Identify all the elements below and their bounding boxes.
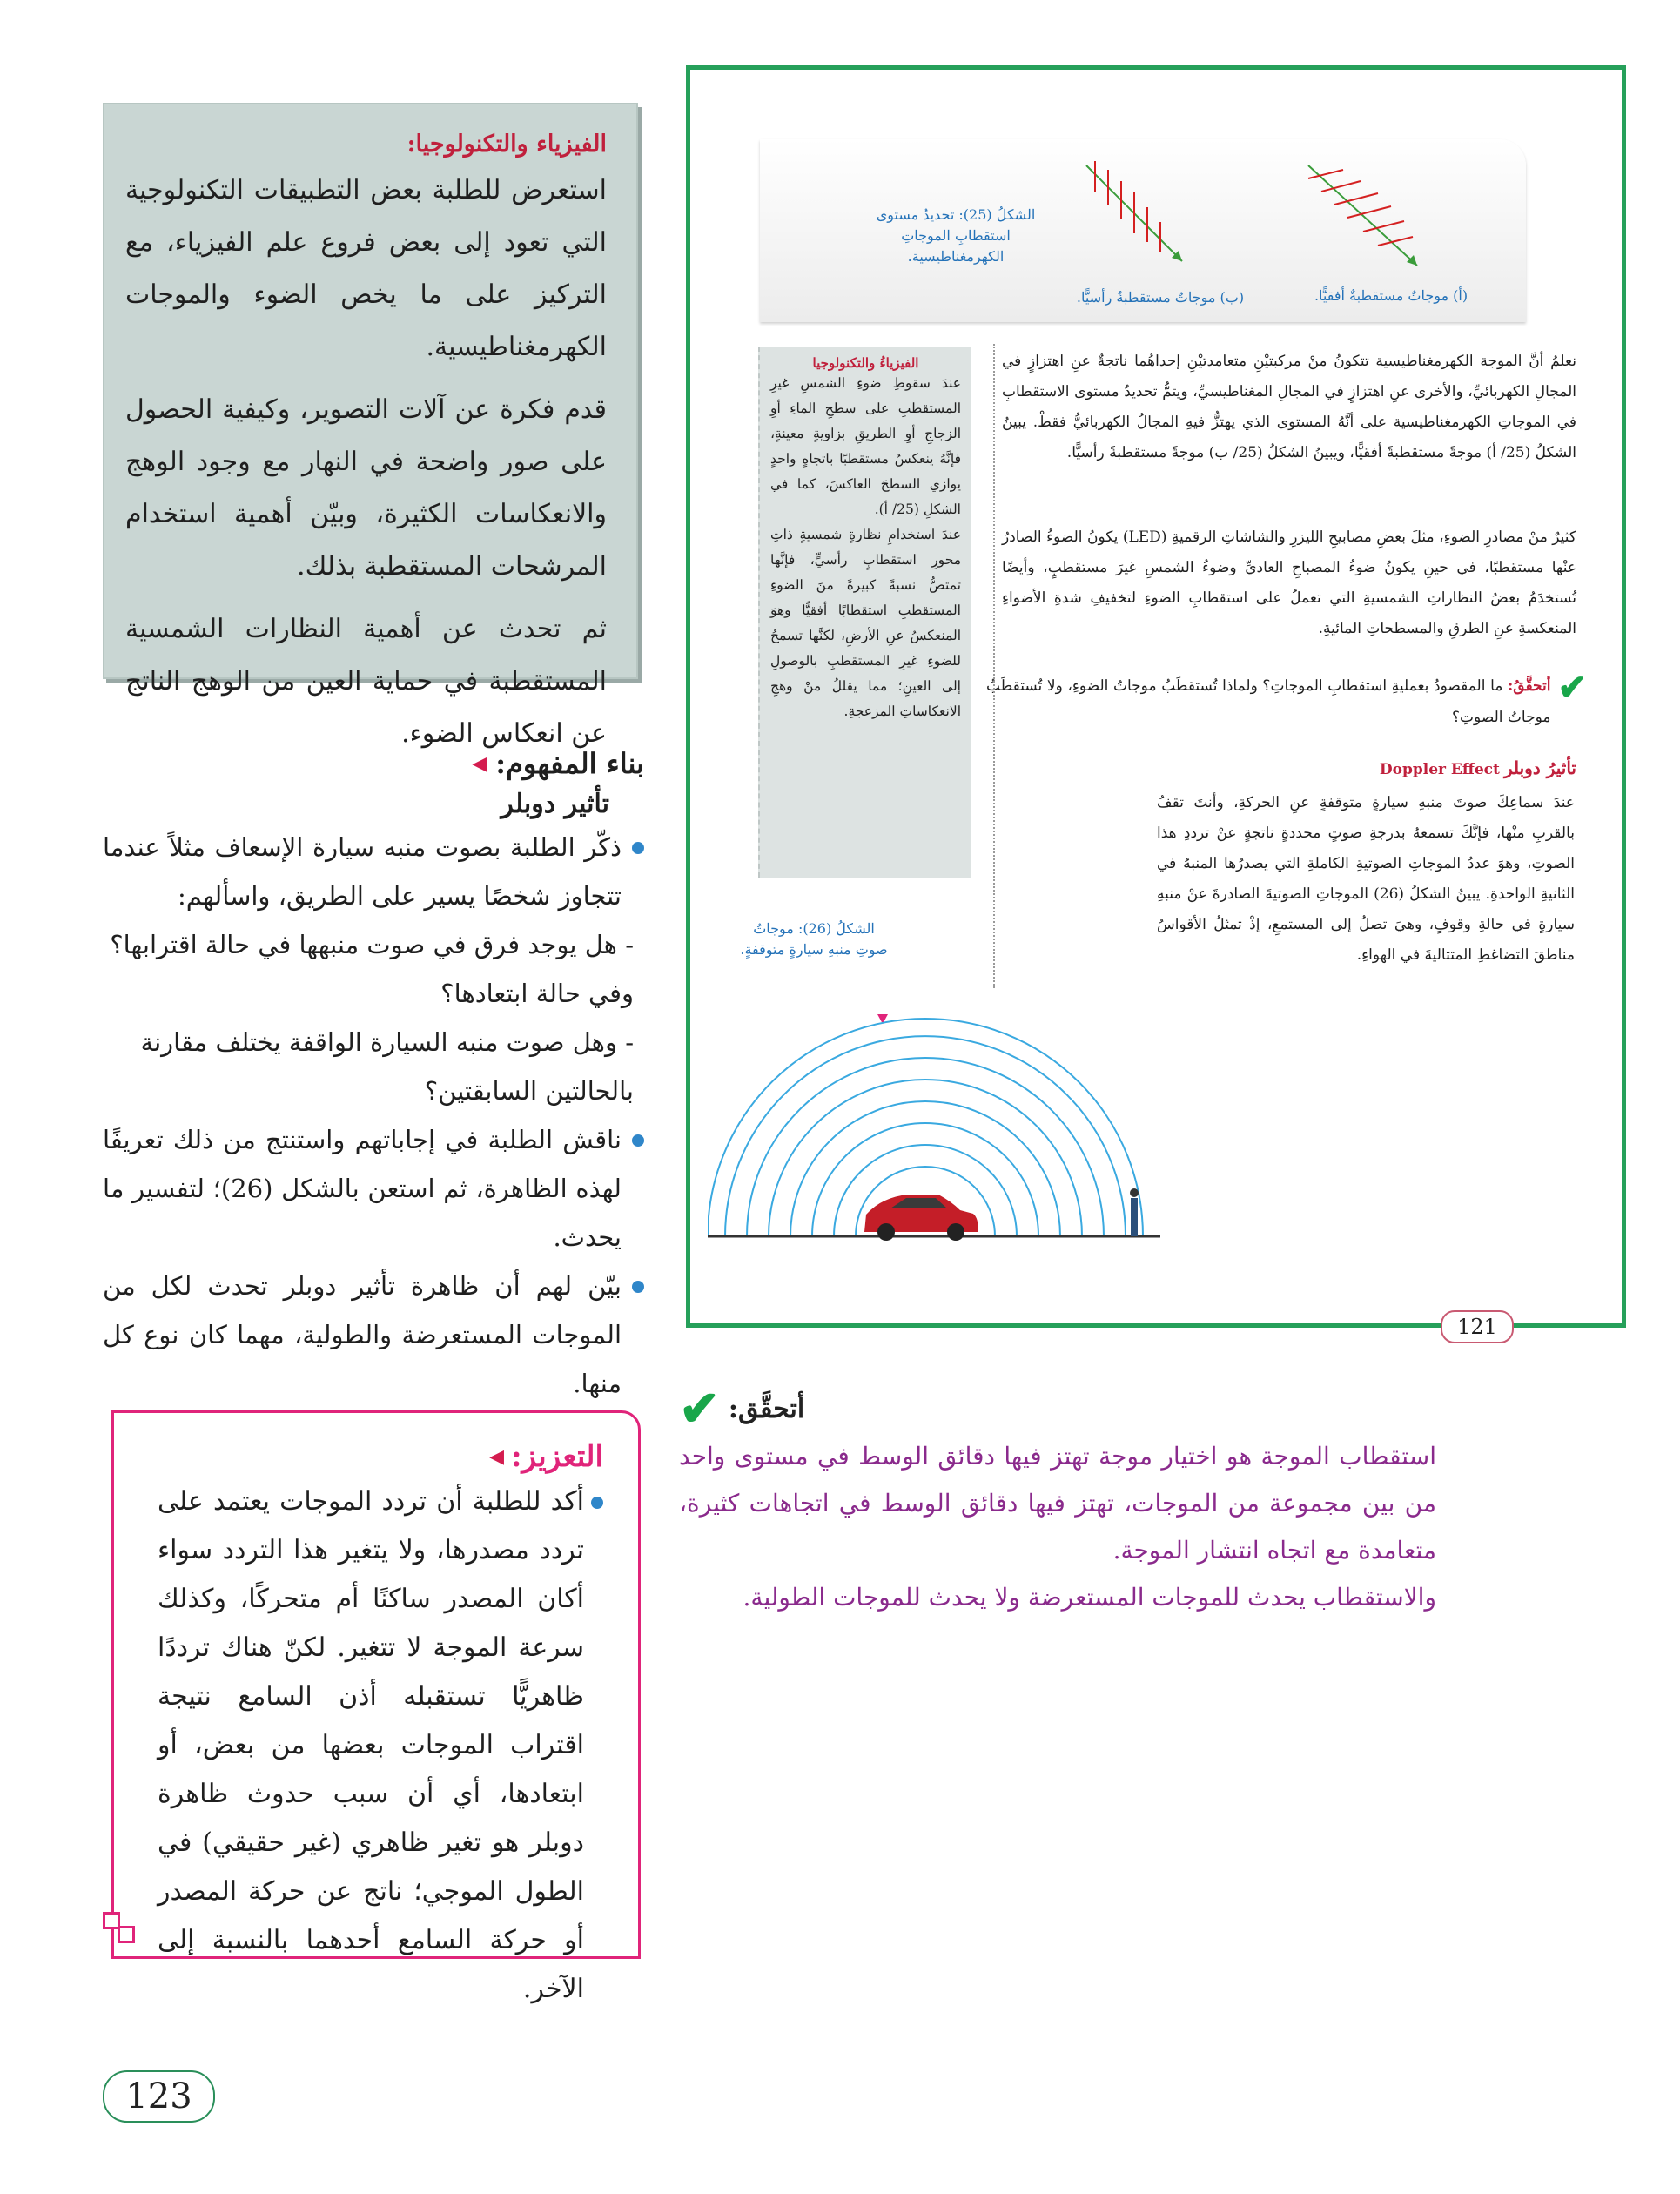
answer-label: أتحقَّق: [728,1393,805,1424]
concept-bullet-3-text: بيّن لهم أن ظاهرة تأثير دوبلر تحدث لكل من الموجات المستعرضة والطولية، مهما كان نوع كل منها. [103,1271,622,1398]
concept-header [103,747,644,780]
bullet-dot-icon [632,842,644,854]
column-divider [993,344,995,988]
concept-bullet-2 [103,1115,644,1262]
physics-box-paragraph-3: ثم تحدث عن أهمية النظارات الشمسية المستقطبة في حماية العين من الوهج الناتج عن انعكاس الضوء. [125,614,607,749]
check-question-text: ما المقصودُ بعمليةِ استقطابِ الموجاتِ؟ ولماذا تُستقطَبُ موجاتُ الضوءِ، ولا تُستقطَبُ موجاتُ الصوتِ؟ [986,677,1551,726]
checkmark-icon: ✔ [679,1380,720,1437]
check-label: أتحقَّقُ: [1508,677,1551,695]
reinforcement-title: التعزيز: [510,1439,603,1474]
concept-bullet-1 [103,823,644,920]
light-sources-paragraph: كثيرٌ منْ مصادرِ الضوءِ، مثلَ بعضِ مصابيحِ الليزرِ والشاشاتِ الرقميةِ (LED) يكونُ الضوءُ الصادرُ عنْها مستقطبًا، في حينِ يكونُ ضوءُ المصباحِ العاديِّ وضوءُ الشمسِ غيرَ مستقطبٍ، وأيضًا تُستخدَمُ بعضُ النظاراتِ الشمسيةِ التي تعملُ على استقطابِ الضوءِ لتخفيفِ شدةِ الأضواءِ المنعكسةِ عنِ الطرقِ والمسطحاتِ المائيةِ. [1002,528,1577,637]
side-note-title: الفيزياءُ والتكنولوجيا [812,355,919,371]
doppler-english-title: Doppler Effect [1379,761,1500,778]
concept-section [103,747,644,1408]
concept-subtitle: تأثير دوبلر [501,789,609,819]
check-question [986,667,1587,733]
physics-box-paragraph-1: استعرض للطلبة بعض التطبيقات التكنولوجية التي تعود إلى بعض فروع علم الفيزياء، مع التركيز على ما يخص الضوء والموجات الكهرمغناطيسية. [125,175,607,362]
reinforcement-text [158,1477,603,2014]
physics-technology-box [103,103,638,749]
concept-title: بناء المفهوم: [495,747,644,780]
bullet-dot-icon [591,1497,603,1509]
horizontal-polarization-diagram [1295,148,1443,279]
figure-25-a-label: (أ) موجاتٌ مستقطبةٌ أفقيًّا. [1314,287,1468,304]
vertical-polarization-diagram [1073,148,1204,279]
page-number: 123 [103,2070,215,2123]
figure-25-panel [760,139,1526,322]
inner-page-number: 121 [1441,1310,1514,1343]
triangle-marker-icon: ◀ [489,1445,504,1468]
concept-question-2: - وهل صوت منبه السيارة الواقفة يختلف مقارنة بالحالتين السابقتين؟ [140,1027,634,1106]
answer-line-1: استقطاب الموجة هو اختيار موجة تهتز فيها دقائق الوسط في مستوى واحد من بين مجموعة من الموجات، تهتز فيها دقائق الوسط في اتجاهات كثيرة، متعامدة مع اتجاه انتشار الموجة. [679,1442,1436,1565]
answer-section [679,1380,1471,1621]
sound-waves-diagram [708,966,1160,1262]
polarization-paragraph: نعلمُ أنَّ الموجة الكهرمغناطيسية تتكونُ منْ مركبتيْنِ متعامدتيْنِ إحداهُما ناتجةٌ عنِ اهتزازٍ في المجالِ الكهربائيِّ، والأخرى عنِ اهتزازٍ في المجالِ المغناطيسيِّ، ويتمُّ تحديدُ مستوى الاستقطابِ في الموجاتِ الكهرمغناطيسية على أنَّهُ المستوى الذي يهتزُّ فيهِ المجالُ الكهربائيُّ فقطْ. يبينُ الشكلُ (25/ أ) موجةً مستقطبةً أفقيًّا، ويبينُ الشكلُ (25/ ب) موجةً مستقطبةً رأسيًّا. [1002,353,1576,461]
physics-box-paragraph-2: قدم فكرة عن آلات التصوير، وكيفية الحصول على صور واضحة في النهار مع وجود الوهج والانعكاسات الكثيرة، وبيّن أهمية استخدام المرشحات المستقطبة بذلك. [125,394,607,582]
answer-header [679,1380,1471,1437]
triangle-marker-icon: ◀ [472,752,487,775]
corner-square-icon [118,1926,135,1943]
side-note-text-2: عندَ استخدامِ نظارةٍ شمسيةٍ ذاتِ محورِ استقطابٍ رأسيٍّ، فإنَّها تمتصُّ نسبةً كبيرةً منَ الضوءِ المستقطبِ استقطابًا أفقيًّا وهوَ المنعكسُ عنِ الأرضِ، لكنَّها تسمحُ للضوءِ غيرِ المستقطبِ بالوصولِ إلى العينِ؛ مما يقللُ منْ وهجِ الانعكاساتِ المزعجةِ. [770,527,961,719]
figure-25-caption: الشكلُ (25): تحديدُ مستوى استقطابِ الموجاتِ الكهرمغناطيسية. [876,206,1036,265]
figure-25-b-label: (ب) موجاتٌ مستقطبةٌ رأسيًّا. [1076,289,1245,306]
concept-bullet-1-text: ذكّر الطلبة بصوت منبه سيارة الإسعاف مثلاً عندما تتجاوز شخصًا يسير على الطريق، واسألهم: [103,832,622,911]
side-note-box [758,347,971,878]
listener-person-icon [1130,1188,1139,1236]
textbook-page-frame [686,65,1626,1339]
figure-26-caption: الشكلُ (26): موجاتُ صوتِ منبهِ سيارةٍ متوقفةٍ. [740,920,888,958]
checkmark-icon: ✔ [1557,667,1587,708]
doppler-heading [1265,757,1576,778]
reinforcement-header [158,1439,603,1474]
bullet-dot-icon [632,1134,644,1147]
physics-box-title: الفيزياء والتكنولوجيا: [407,131,607,158]
reinforcement-text-content: أكد للطلبة أن تردد الموجات يعتمد على تردد مصدرها، ولا يتغير هذا التردد سواء أكان المصدر ساكنًا أم متحركًا، وكذلك سرعة الموجة لا تتغير. لكنّ هناك ترددًا ظاهريًّا تستقبله أذن السامع نتيجة اقتراب الموجات بعضها من بعض، أو ابتعادها، أي أن سبب حدوث ظاهرة دوبلر هو تغير ظاهري (غير حقيقي) في الطول الموجي؛ ناتج عن حركة المصدر أو حركة السامع أحدهما بالنسبة إلى الآخر. [158,1486,584,2004]
bullet-dot-icon [632,1281,644,1293]
side-note-text-1: عندَ سقوطِ ضوءِ الشمسِ غيرِ المستقطبِ على سطحِ الماءِ أوِ الزجاجِ أوِ الطريقِ بزاويةٍ معينةٍ، فإنَّهُ ينعكسُ مستقطبًا باتجاهٍ واحدٍ يوازي السطحَ العاكسَ، كما في الشكلِ (25/ أ). [770,375,961,517]
check-question-body [986,670,1550,733]
concept-question-1: - هل يوجد فرق في صوت منبهها في حالة اقترابها؟ وفي حالة ابتعادها؟ [110,930,634,1008]
concept-bullet-3 [103,1262,644,1408]
answer-line-2: والاستقطاب يحدث للموجات المستعرضة ولا يحدث للموجات الطولية. [743,1583,1436,1612]
car-icon [864,1195,978,1241]
doppler-paragraph: عندَ سماعِكَ صوتَ منبهِ سيارةٍ متوقفةٍ عنِ الحركةِ، وأنتَ تقفُ بالقربِ منْها، فإنَّكَ تسمعهُ بدرجةِ صوتٍ محددةٍ ناتجةٍ عنْ ترددِ هذا الصوتِ، وهوَ عددُ الموجاتِ الصوتيةِ الكاملةِ التي يصدرُها المنبهُ في الثانيةِ الواحدةِ. يبينُ الشكلُ (26) الموجاتِ الصوتيةَ الصادرةَ عنْ منبهِ سيارةٍ في حالةِ وقوفٍ، وهيَ تصلُ إلى المستمعِ، إذْ تمثلُ الأقواسُ مناطقَ التضاغطِ المتتاليةَ في الهواءِ. [1157,794,1575,964]
doppler-title: تأثيرُ دوبلر [1503,757,1576,778]
reinforcement-box [111,1410,641,2004]
concept-bullet-2-text: ناقش الطلبة في إجاباتهم واستنتج من ذلك تعريفًا لهذه الظاهرة، ثم استعن بالشكل (26)؛ لتفسير ما يحدث. [103,1125,622,1252]
